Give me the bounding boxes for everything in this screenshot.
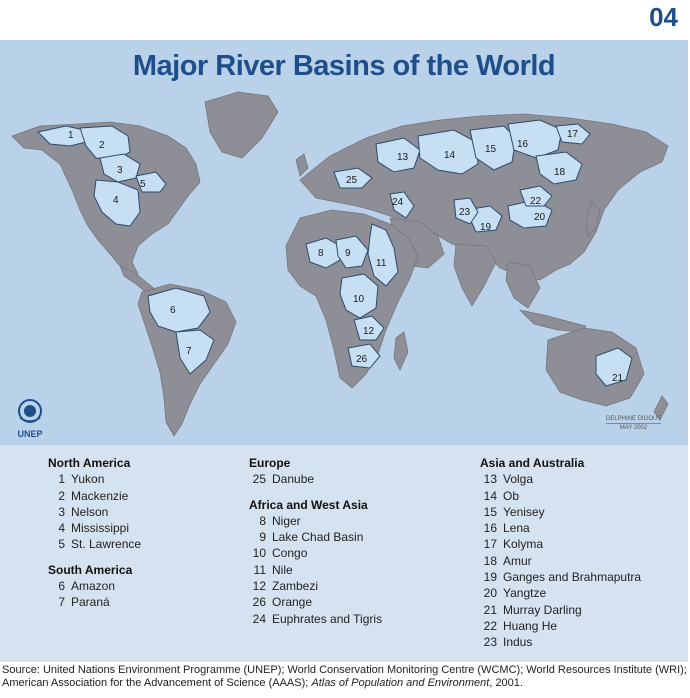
unep-logo-text: UNEP: [17, 429, 43, 439]
source-citation: [2, 664, 688, 690]
basin-label: 7: [186, 346, 192, 357]
basin-label: 25: [346, 175, 358, 186]
source-year: , 2001.: [489, 677, 523, 689]
legend-item-number: 20: [483, 586, 497, 601]
legend-item-number: 2: [58, 488, 65, 503]
legend-item: [249, 513, 382, 529]
legend-item: [480, 569, 641, 585]
basin-label: 19: [480, 222, 492, 233]
credit-author: DELPHINE DIGOUT: [606, 416, 662, 422]
legend-item-number: 23: [483, 635, 497, 650]
legend-item-name: Ganges and Brahmaputra: [503, 570, 642, 585]
unep-logo: [12, 398, 48, 439]
legend-list: [249, 471, 382, 487]
legend-heading-africa-west-asia: Africa and West Asia: [249, 497, 368, 512]
legend-column-europe-africa: [249, 455, 382, 627]
unep-logo-icon: [15, 398, 45, 424]
legend-item: [249, 529, 382, 545]
legend-item: [249, 562, 382, 578]
legend-item-number: 11: [253, 562, 266, 577]
basin-label: 17: [567, 129, 579, 140]
legend-item: [249, 611, 382, 627]
legend-item: [480, 536, 641, 552]
legend-item-number: 1: [58, 472, 65, 487]
basin-label: 18: [554, 167, 566, 178]
indonesia-land: [520, 310, 586, 332]
legend-item-name: Mackenzie: [71, 488, 129, 503]
legend-item-name: Orange: [272, 595, 313, 610]
british-isles-land: [296, 154, 308, 176]
map-credit: [606, 416, 661, 431]
legend-item-number: 16: [483, 521, 497, 536]
legend-item-number: 21: [483, 602, 497, 617]
basin-label: 23: [459, 207, 471, 218]
legend-item-number: 4: [58, 521, 65, 536]
basin-label: 24: [392, 197, 404, 208]
legend-column-americas: [48, 455, 141, 611]
legend-item-number: 9: [259, 530, 266, 545]
basin-label: 8: [318, 248, 324, 259]
legend-item: [48, 471, 141, 487]
legend-heading-north-america: North America: [48, 456, 131, 470]
basin-label: 16: [517, 139, 529, 150]
legend-item-number: 3: [58, 504, 65, 519]
legend-item-name: Amur: [503, 553, 532, 568]
legend-item-name: Indus: [503, 635, 533, 650]
legend-item: [249, 545, 382, 561]
legend-item: [480, 585, 641, 601]
basin-label: 22: [530, 196, 542, 207]
basin-label: 3: [117, 165, 123, 176]
legend-item-name: Yenisey: [503, 504, 545, 519]
legend-item-name: Nile: [272, 562, 293, 577]
legend-item-name: Huang He: [503, 618, 558, 633]
basin-label: 20: [534, 212, 546, 223]
legend-item: [480, 602, 641, 618]
basin-label: 5: [140, 179, 146, 190]
legend-item-name: Yangtze: [503, 586, 547, 601]
legend-item: [48, 536, 141, 552]
legend-column-asia-australia: [480, 455, 641, 651]
legend-item: [480, 471, 641, 487]
legend-item-name: Volga: [503, 472, 534, 487]
legend-item-name: St. Lawrence: [71, 537, 142, 552]
basin-label: 2: [99, 140, 105, 151]
legend-item: [249, 594, 382, 610]
legend-item-name: Amazon: [71, 579, 116, 594]
legend-item-name: Congo: [272, 546, 308, 561]
legend-item: [480, 520, 641, 536]
legend-item-name: Lena: [503, 521, 530, 536]
legend-item-name: Mississippi: [71, 521, 130, 536]
legend-item-number: 13: [483, 472, 497, 487]
basin-label: 4: [113, 195, 119, 206]
legend-item-name: Euphrates and Tigris: [272, 611, 383, 626]
legend-item-number: 14: [483, 488, 497, 503]
credit-date: MAY 2002: [619, 425, 648, 431]
legend-item-number: 18: [483, 553, 497, 568]
legend-item-name: Niger: [272, 513, 301, 528]
basin-label: 10: [353, 294, 365, 305]
legend-item-name: Zambezi: [272, 579, 319, 594]
legend-list: [480, 471, 641, 650]
legend-item-name: Lake Chad Basin: [272, 530, 364, 545]
legend-list: [48, 471, 141, 552]
basin-label: 21: [612, 373, 624, 384]
basin-label: 14: [444, 150, 456, 161]
source-publication: Atlas of Population and Environment: [311, 677, 490, 689]
basin-label: 1: [68, 130, 74, 141]
legend-item-name: Nelson: [71, 504, 109, 519]
legend-item: [480, 618, 641, 634]
legend-item: [480, 634, 641, 650]
world-map: [0, 40, 688, 445]
legend-item-number: 25: [252, 472, 266, 487]
legend-item-number: 19: [483, 570, 497, 585]
legend-item: [249, 471, 382, 487]
legend-item-number: 10: [252, 546, 266, 561]
legend-item-number: 26: [252, 595, 266, 610]
legend-item-name: Murray Darling: [503, 602, 582, 617]
greenland-land: [205, 92, 278, 158]
legend-item: [48, 578, 141, 594]
legend-item-name: Yukon: [71, 472, 105, 487]
legend-item-number: 8: [259, 513, 266, 528]
legend-list: [48, 578, 141, 611]
legend-item: [480, 488, 641, 504]
legend-heading-south-america: South America: [48, 562, 133, 577]
legend-item: [249, 578, 382, 594]
legend-item: [48, 594, 141, 610]
basin-label: 11: [376, 258, 387, 269]
legend-item-name: Kolyma: [503, 537, 544, 552]
madagascar-land: [394, 332, 408, 370]
map-title: Major River Basins of the World: [132, 50, 556, 82]
legend-item: [48, 488, 141, 504]
legend-item-number: 15: [483, 504, 497, 519]
legend-list: [249, 513, 382, 627]
source-text: Source: United Nations Environment Programme (UNEP); World Conservation Monitoring Centre (WCMC); World Resources Institute (WRI); American Association for the Advancement of Science (AAAS);: [2, 664, 687, 689]
legend-item-number: 12: [252, 579, 266, 594]
legend-panel: [0, 445, 688, 662]
basin-label: 9: [345, 248, 351, 259]
basin-label: 26: [356, 354, 368, 365]
legend-item-number: 7: [58, 595, 65, 610]
legend-heading-europe: Europe: [249, 456, 291, 470]
legend-item-number: 24: [252, 611, 266, 626]
legend-item-number: 17: [483, 537, 497, 552]
basin-label: 6: [170, 305, 176, 316]
legend-item: [480, 553, 641, 569]
legend-item-number: 22: [483, 618, 497, 633]
legend-item: [480, 504, 641, 520]
basin-label: 12: [363, 326, 375, 337]
legend-item-name: Ob: [503, 488, 520, 503]
legend-item: [48, 504, 141, 520]
legend-item-number: 5: [58, 537, 65, 552]
legend-item: [48, 520, 141, 536]
basin-label: 15: [485, 144, 497, 155]
legend-item-name: Danube: [272, 472, 315, 487]
india-land: [454, 244, 496, 306]
basin-label: 13: [397, 152, 409, 163]
map-svg: [0, 40, 688, 445]
legend-item-name: Paraná: [71, 595, 110, 610]
page-number: 04: [649, 2, 678, 32]
legend-heading-asia-australia: Asia and Australia: [480, 456, 585, 470]
legend-item-number: 6: [58, 579, 65, 594]
